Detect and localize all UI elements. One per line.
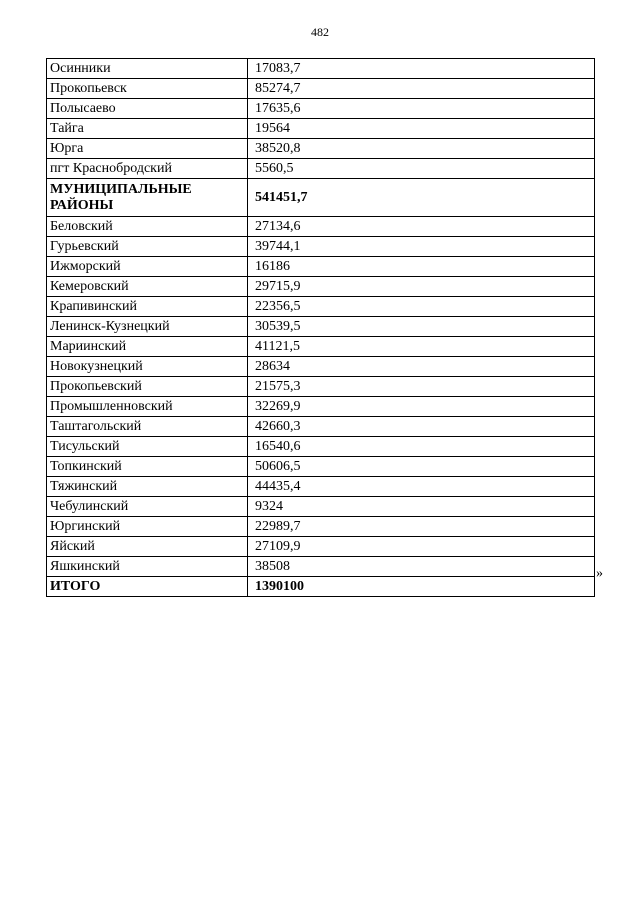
- table-row: [47, 437, 595, 457]
- row-name: Чебулинский: [47, 497, 248, 517]
- row-name: Тисульский: [47, 437, 248, 457]
- row-name: Топкинский: [47, 457, 248, 477]
- row-value: 32269,9: [248, 397, 595, 417]
- row-name: Промышленновский: [47, 397, 248, 417]
- row-value: 22989,7: [248, 517, 595, 537]
- row-name: Яйский: [47, 537, 248, 557]
- row-name: Ленинск-Кузнецкий: [47, 317, 248, 337]
- row-name: Прокопьевск: [47, 79, 248, 99]
- row-name: пгт Краснобродский: [47, 159, 248, 179]
- row-name: Тяжинский: [47, 477, 248, 497]
- table-row: [47, 99, 595, 119]
- row-value: 9324: [248, 497, 595, 517]
- row-name: Гурьевский: [47, 237, 248, 257]
- row-value: 30539,5: [248, 317, 595, 337]
- row-value: 85274,7: [248, 79, 595, 99]
- table-row: [47, 337, 595, 357]
- table-row: [47, 537, 595, 557]
- table-row: [47, 477, 595, 497]
- row-name: Яшкинский: [47, 557, 248, 577]
- table-row: [47, 397, 595, 417]
- table-row: [47, 119, 595, 139]
- row-value: 19564: [248, 119, 595, 139]
- table-row: [47, 497, 595, 517]
- row-name: Кемеровский: [47, 277, 248, 297]
- row-value: 39744,1: [248, 237, 595, 257]
- table-row: [47, 457, 595, 477]
- row-name: Тайга: [47, 119, 248, 139]
- table-row: [47, 217, 595, 237]
- table-row: [47, 257, 595, 277]
- row-name: Ижморский: [47, 257, 248, 277]
- row-name: Прокопьевский: [47, 377, 248, 397]
- table-row: [47, 417, 595, 437]
- table-row: [47, 277, 595, 297]
- row-value: 42660,3: [248, 417, 595, 437]
- row-value: 16540,6: [248, 437, 595, 457]
- row-value: 29715,9: [248, 277, 595, 297]
- row-name: Юрга: [47, 139, 248, 159]
- row-value: 16186: [248, 257, 595, 277]
- section-header-name: МУНИЦИПАЛЬНЫЕ РАЙОНЫ: [47, 179, 248, 217]
- row-name: Беловский: [47, 217, 248, 237]
- row-value: 38508: [248, 557, 595, 577]
- distribution-table: [46, 58, 595, 597]
- table-row: [47, 59, 595, 79]
- row-value: 22356,5: [248, 297, 595, 317]
- row-value: 21575,3: [248, 377, 595, 397]
- table-row: [47, 297, 595, 317]
- section-header-row: [47, 179, 595, 217]
- row-name: Мариинский: [47, 337, 248, 357]
- row-name: Полысаево: [47, 99, 248, 119]
- table-row: [47, 237, 595, 257]
- table-row: [47, 517, 595, 537]
- total-row: [47, 577, 595, 597]
- table-row: [47, 79, 595, 99]
- row-value: 17083,7: [248, 59, 595, 79]
- row-value: 41121,5: [248, 337, 595, 357]
- table-row: [47, 317, 595, 337]
- row-value: 17635,6: [248, 99, 595, 119]
- row-name: Крапивинский: [47, 297, 248, 317]
- total-label: ИТОГО: [47, 577, 248, 597]
- total-value: 1390100: [248, 577, 595, 597]
- row-name: Юргинский: [47, 517, 248, 537]
- table-row: [47, 357, 595, 377]
- row-name: Осинники: [47, 59, 248, 79]
- closing-quote: »: [596, 566, 603, 581]
- section-header-value: 541451,7: [248, 179, 595, 217]
- table-row: [47, 159, 595, 179]
- row-value: 27109,9: [248, 537, 595, 557]
- table-row: [47, 377, 595, 397]
- row-value: 44435,4: [248, 477, 595, 497]
- row-name: Новокузнецкий: [47, 357, 248, 377]
- row-value: 5560,5: [248, 159, 595, 179]
- page-number: 482: [311, 25, 329, 39]
- row-value: 28634: [248, 357, 595, 377]
- row-value: 50606,5: [248, 457, 595, 477]
- row-name: Таштагольский: [47, 417, 248, 437]
- table-row: [47, 557, 595, 577]
- table-row: [47, 139, 595, 159]
- row-value: 27134,6: [248, 217, 595, 237]
- row-value: 38520,8: [248, 139, 595, 159]
